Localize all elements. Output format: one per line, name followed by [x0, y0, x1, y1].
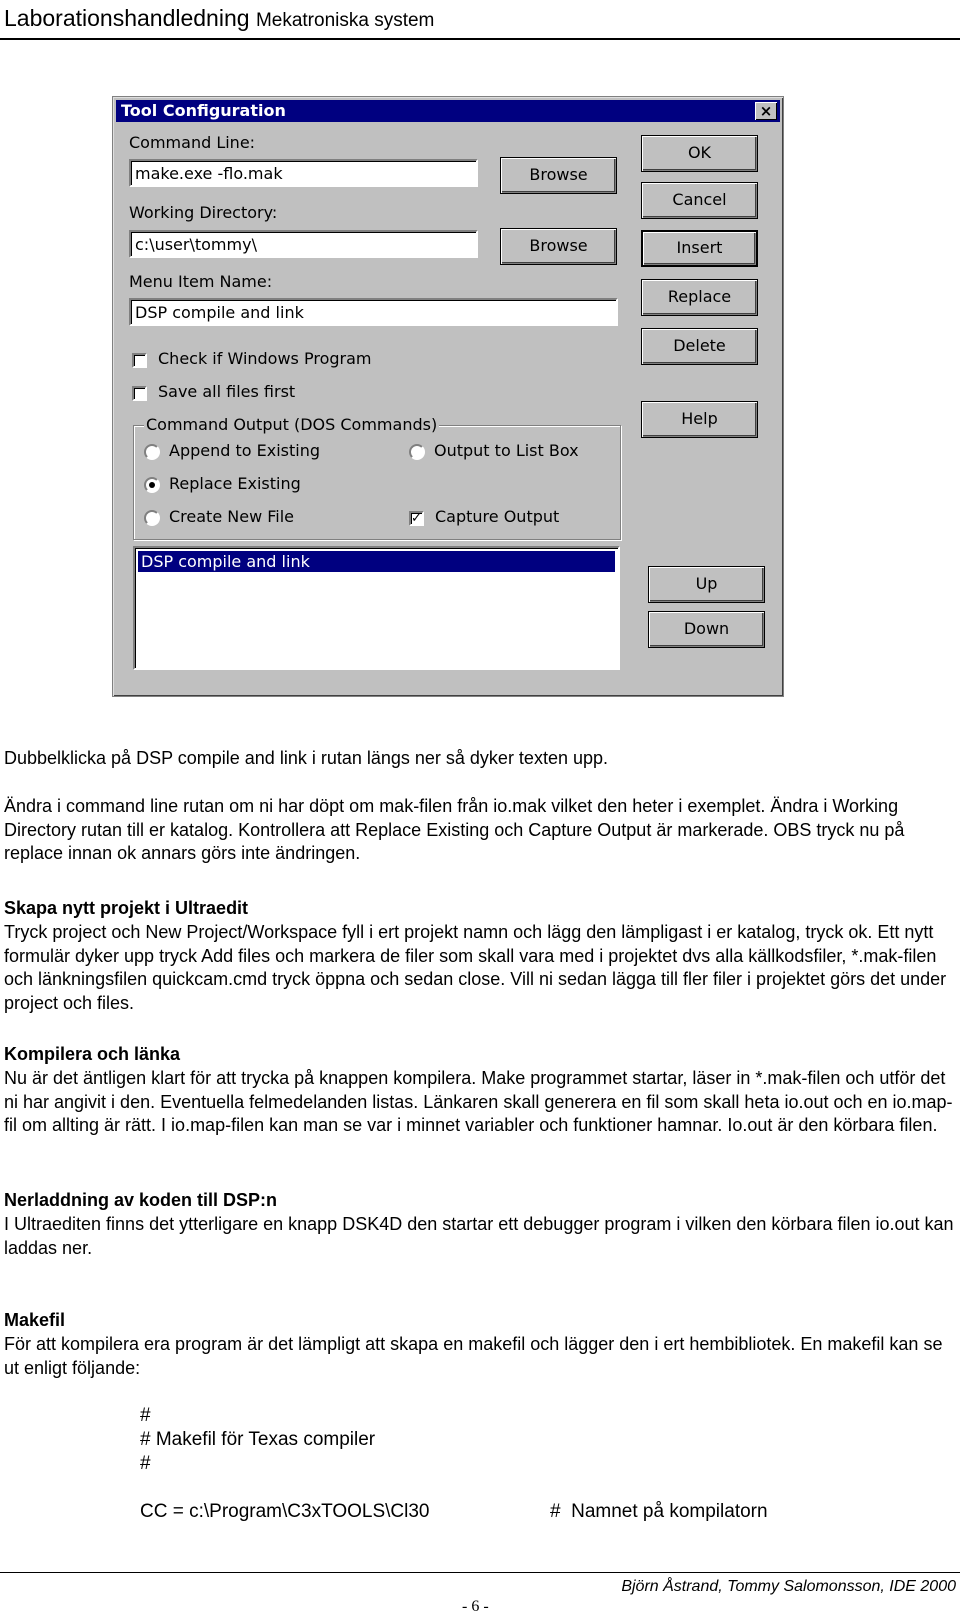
command-line-input[interactable]	[129, 159, 478, 187]
up-button[interactable]: Up	[648, 566, 765, 603]
save-all-checkbox[interactable]	[132, 386, 147, 401]
command-output-legend: Command Output (DOS Commands)	[146, 415, 438, 434]
footer-rule	[0, 1572, 960, 1573]
menu-items-listbox[interactable]	[133, 546, 620, 670]
heading-download: Nerladdning av koden till DSP:n	[4, 1190, 278, 1210]
replace-existing-label: Replace Existing	[169, 474, 301, 493]
menu-item-name-input[interactable]	[129, 298, 618, 326]
create-new-radio[interactable]	[144, 510, 160, 526]
dialog-titlebar	[116, 100, 780, 122]
replace-existing-radio[interactable]	[144, 477, 160, 493]
code-line-1: #	[140, 1405, 151, 1426]
help-button[interactable]: Help	[641, 401, 758, 438]
close-icon[interactable]: ×	[755, 102, 777, 120]
page-header-subtitle: Mekatroniska system	[255, 10, 435, 31]
ok-button[interactable]: OK	[641, 135, 758, 172]
output-list-radio[interactable]	[409, 444, 425, 460]
tool-configuration-dialog	[112, 96, 784, 697]
heading-new-project: Skapa nytt projekt i Ultraedit	[4, 898, 249, 918]
command-line-label: Command Line:	[129, 133, 256, 152]
delete-button[interactable]: Delete	[641, 328, 758, 365]
list-item[interactable]: DSP compile and link	[138, 551, 615, 572]
insert-button[interactable]: Insert	[641, 230, 758, 267]
paragraph-edit-fields: Ändra i command line rutan om ni har döpt om mak-filen från io.mak vilket den heter i exemplet. Ändra i Working Directory rutan till er katalog. Kontrollera att Replace Existing och Capture Output är markerade. OBS tryck nu på replace innan ok annars görs inte ändringen.	[4, 796, 905, 863]
check-windows-checkbox[interactable]	[132, 353, 147, 368]
code-line-cc: CC = c:\Program\C3xTOOLS\Cl30	[140, 1501, 430, 1522]
browse-command-button[interactable]: Browse	[500, 157, 617, 194]
working-directory-label: Working Directory:	[129, 203, 278, 222]
append-label: Append to Existing	[169, 441, 321, 460]
footer-author: Björn Åstrand, Tommy Salomonsson, IDE 2000	[621, 1578, 956, 1595]
heading-compile: Kompilera och länka	[4, 1044, 181, 1064]
working-directory-input[interactable]	[129, 230, 478, 258]
paragraph-new-project: Tryck project och New Project/Workspace fyll i ert projekt namn och lägg den lämpligast i er katalog, tryck ok. Ett nytt formulär dyker upp tryck Add files och markera de filer som skall vara med i projektet dvs alla källkodsfiler, *.mak-filen och länkningsfilen quickcam.cmd tryck öppna och sedan close. Vill ni sedan lägga till fler filer i projektet görs det under project och files.	[4, 922, 947, 1013]
replace-button[interactable]: Replace	[641, 279, 758, 316]
page-number: - 6 -	[462, 1598, 489, 1615]
append-radio[interactable]	[144, 444, 160, 460]
capture-output-checkbox[interactable]: ✓	[409, 511, 424, 526]
code-line-3: #	[140, 1453, 151, 1474]
paragraph-compile: Nu är det äntligen klart för att trycka på knappen kompilera. Make programmet startar, läser in *.mak-filen och utför det ni har angivit i den. Eventuella felmedelanden listas. Länkaren skall generera en fil som skall heta io.out och en io.map-fil om allting är rätt. I io.map-filen kan man se var i minnet variabler och funktioner hamnar. Io.out är den körbara filen.	[4, 1068, 953, 1135]
save-all-label: Save all files first	[158, 382, 296, 401]
down-button[interactable]: Down	[648, 611, 765, 648]
dialog-title: Tool Configuration	[121, 101, 286, 120]
cancel-button[interactable]: Cancel	[641, 182, 758, 219]
paragraph-download: I Ultraediten finns det ytterligare en knapp DSK4D den startar ett debugger program i vilken den körbara filen io.out kan laddas ner.	[4, 1214, 954, 1258]
page-header	[0, 0, 960, 40]
menu-item-name-label: Menu Item Name:	[129, 272, 273, 291]
check-windows-label: Check if Windows Program	[158, 349, 372, 368]
capture-output-label: Capture Output	[435, 507, 560, 526]
create-new-label: Create New File	[169, 507, 295, 526]
browse-directory-button[interactable]: Browse	[500, 228, 617, 265]
paragraph-doubleclick: Dubbelklicka på DSP compile and link i rutan längs ner så dyker texten upp.	[4, 748, 609, 768]
command-output-group	[133, 415, 621, 540]
paragraph-makefile: För att kompilera era program är det lämpligt att skapa en makefil och lägger den i ert hembibliotek. En makefil kan se ut enligt följande:	[4, 1334, 943, 1378]
output-list-label: Output to List Box	[434, 441, 579, 460]
code-line-2: # Makefil för Texas compiler	[140, 1429, 376, 1450]
page-header-title: Laborationshandledning Mekatroniska system	[4, 5, 435, 31]
heading-makefile: Makefil	[4, 1310, 66, 1330]
code-comment-cc: # Namnet på kompilatorn	[550, 1501, 768, 1522]
